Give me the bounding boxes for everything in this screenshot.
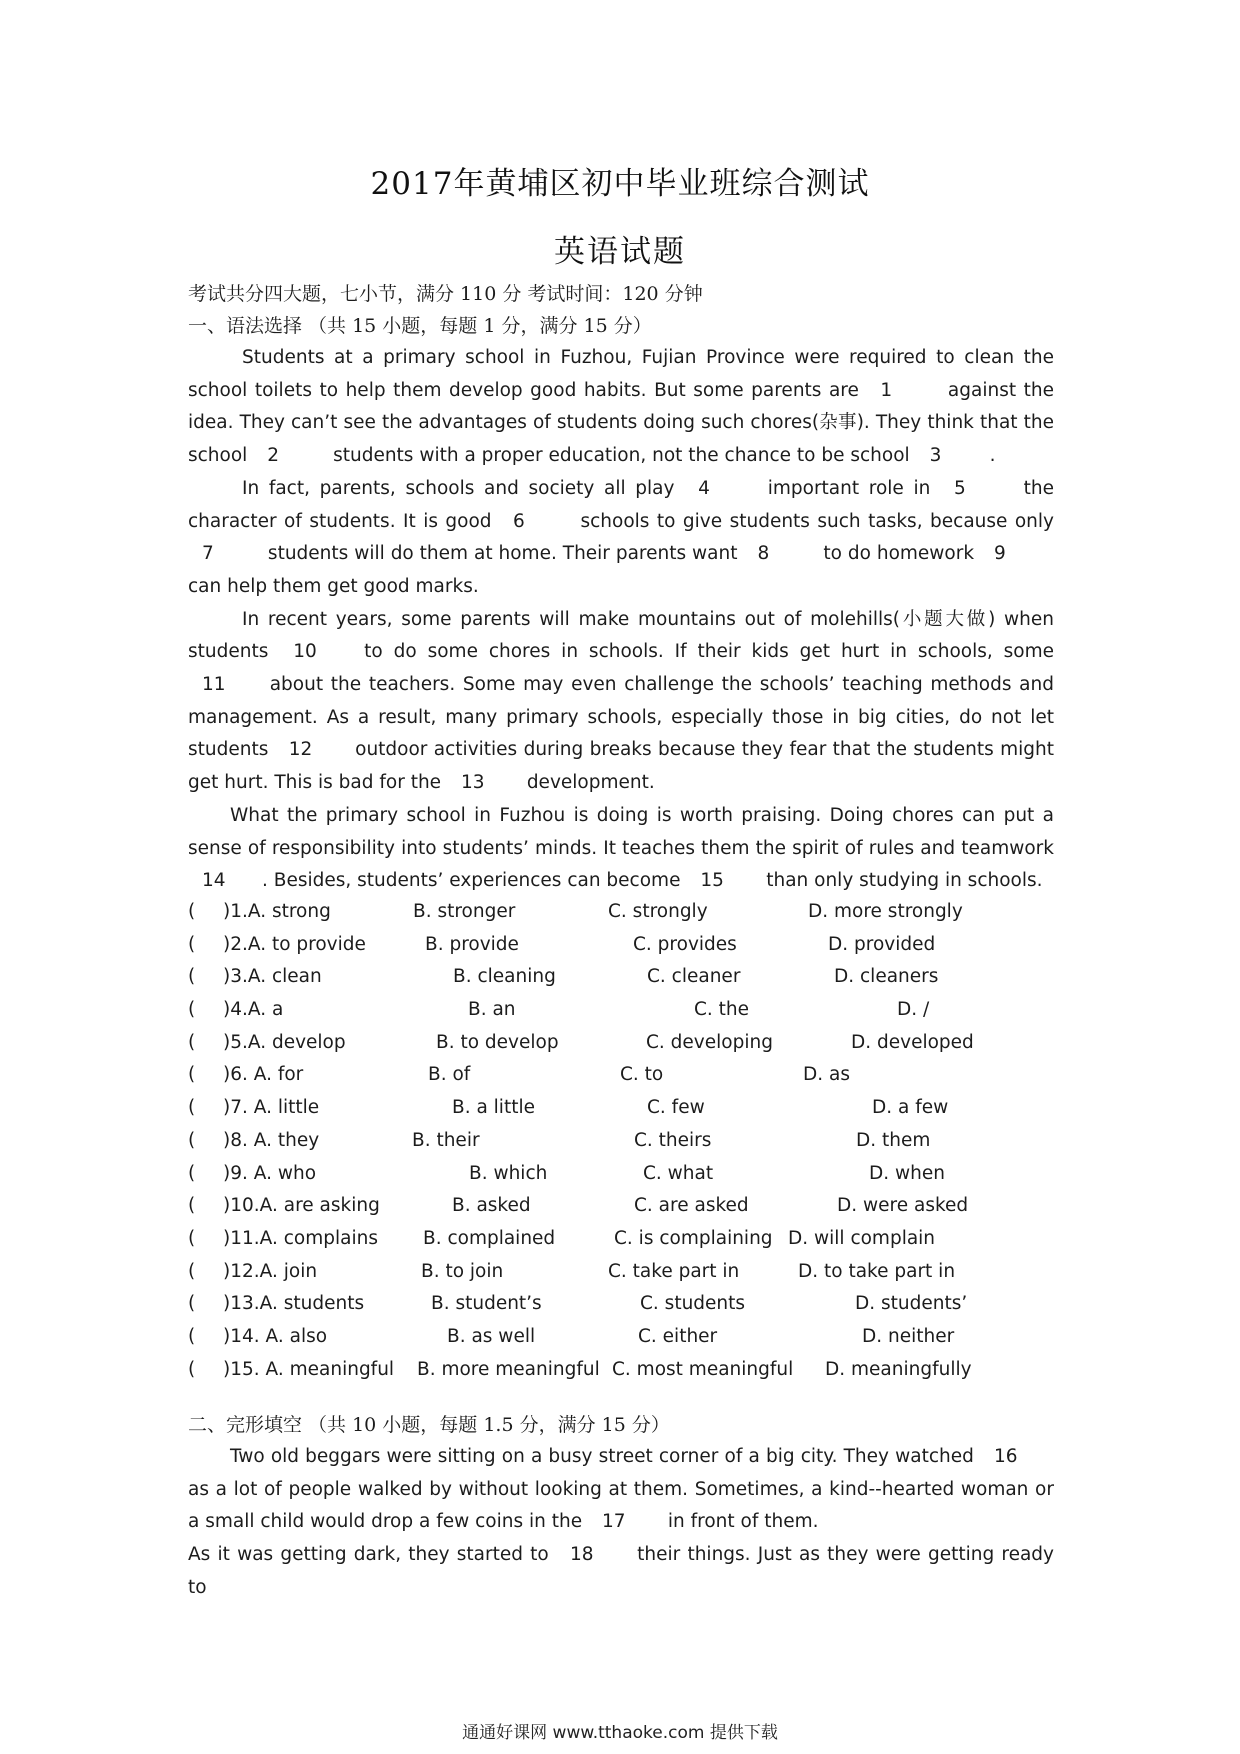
passage-text: In recent years, some parents will make mountains out of molehills(小题大做) when students — [188, 608, 1054, 663]
option-a: )8. A. they — [223, 1129, 320, 1151]
option-a: )10.A. are asking — [223, 1195, 380, 1217]
blank-number: 2 — [267, 445, 279, 467]
option-d: D. a few — [872, 1097, 949, 1119]
blank-number: 13 — [460, 772, 485, 794]
option-c: C. what — [643, 1162, 714, 1184]
option-d: D. neither — [862, 1325, 955, 1347]
answer-paren: ( — [188, 1031, 196, 1053]
option-b: B. stronger — [413, 901, 516, 922]
section1-passage — [188, 342, 1054, 898]
option-b: B. asked — [452, 1195, 531, 1217]
answer-paren: ( — [188, 1325, 196, 1347]
blank-number: 8 — [757, 543, 770, 565]
passage-text: What the primary school in Fuzhou is doing is worth praising. Doing chores can put a sense of responsibility into students’ minds. It teaches them the spirit of rules and teamwork — [188, 804, 1054, 859]
question-row — [188, 1354, 1068, 1387]
exam-title: 2017年黄埔区初中毕业班综合测试 — [370, 166, 870, 202]
passage-text: about the teachers. Some may even challenge the schools’ teaching methods and management. As a result, many primary schools, especially those in big cities, do not let students — [188, 674, 1054, 761]
answer-paren: ( — [188, 999, 196, 1021]
passage-paragraph — [188, 800, 1054, 898]
option-c: C. theirs — [634, 1129, 712, 1151]
option-c: C. take part in — [608, 1260, 740, 1282]
question-row — [188, 1059, 1068, 1092]
passage-text: In fact, parents, schools and society all play — [242, 477, 685, 499]
blank-number: 11 — [202, 674, 226, 696]
question-row — [188, 1223, 1068, 1256]
passage-paragraph — [188, 342, 1054, 473]
option-b: B. an — [468, 999, 516, 1021]
answer-paren: ( — [188, 1162, 196, 1184]
option-b: B. student’s — [431, 1293, 542, 1315]
blank-number: 3 — [929, 445, 942, 467]
option-a: )13.A. students — [223, 1293, 365, 1315]
passage-text: important role in — [758, 477, 940, 499]
option-d: D. provided — [828, 933, 936, 955]
answer-paren: ( — [188, 1293, 196, 1315]
blank-number: 14 — [202, 870, 226, 892]
option-a: )12.A. join — [223, 1260, 318, 1282]
option-c: C. cleaner — [647, 966, 741, 988]
answer-paren: ( — [188, 966, 196, 988]
blank-number: 5 — [953, 477, 966, 499]
passage-text: . — [989, 445, 996, 467]
option-a: )5.A. develop — [223, 1031, 346, 1053]
answer-paren: ( — [188, 1195, 196, 1217]
option-c: C. developing — [646, 1031, 773, 1053]
option-a: )3.A. clean — [223, 966, 322, 988]
answer-paren: ( — [188, 933, 196, 955]
option-a: )6. A. for — [223, 1064, 304, 1086]
option-d: D. more strongly — [808, 901, 963, 922]
option-d: D. / — [897, 999, 930, 1021]
option-c: C. strongly — [608, 901, 708, 922]
passage-paragraph — [188, 604, 1054, 800]
question-row — [188, 896, 1068, 929]
answer-paren: ( — [188, 1064, 196, 1086]
passage-text: the character of students. It is good — [188, 477, 1054, 532]
blank-number: 17 — [601, 1511, 626, 1533]
option-c: C. few — [647, 1097, 705, 1119]
option-d: D. when — [869, 1162, 945, 1184]
passage-text: students will do them at home. Their parents want — [262, 543, 744, 565]
blank-number: 18 — [569, 1544, 594, 1566]
passage-text: their things. Just as they were getting ready to — [188, 1544, 1055, 1598]
option-a: )15. A. meaningful — [223, 1358, 395, 1380]
section1-heading: 一、语法选择 （共 15 小题，每题 1 分，满分 15 分） — [188, 315, 652, 337]
passage-text: development. — [520, 772, 655, 794]
option-a: )14. A. also — [223, 1325, 328, 1347]
option-a: )2.A. to provide — [223, 933, 366, 955]
option-c: C. is complaining — [614, 1227, 773, 1249]
passage-text: Two old beggars were sitting on a busy street corner of a big city. They watched — [230, 1446, 980, 1467]
option-c: C. most meaningful — [612, 1358, 794, 1380]
option-a: )4.A. a — [223, 999, 284, 1021]
passage-text: than only studying in schools. — [760, 870, 1043, 892]
option-a: )7. A. little — [223, 1097, 320, 1119]
option-c: C. either — [638, 1325, 718, 1347]
option-b: B. a little — [452, 1097, 535, 1119]
question-row — [188, 961, 1068, 994]
passage-text: against the idea. They can’t see the advantages of students doing such chores(杂事). They think that the school — [188, 379, 1054, 467]
option-d: D. cleaners — [834, 966, 939, 988]
option-c: C. students — [640, 1293, 746, 1315]
option-b: B. provide — [425, 933, 519, 955]
answer-paren: ( — [188, 1129, 196, 1151]
option-d: D. will complain — [788, 1227, 936, 1249]
option-b: B. cleaning — [453, 966, 556, 988]
option-b: B. their — [412, 1129, 480, 1151]
option-d: D. developed — [851, 1031, 974, 1053]
passage-text: outdoor activities during breaks because they fear that the students might get hurt. This is bad for the — [188, 739, 1054, 794]
passage-text: students with a proper education, not the chance to be school — [327, 445, 916, 467]
answer-paren: ( — [188, 1097, 196, 1119]
question-row — [188, 1092, 1068, 1125]
exam-subtitle: 英语试题 — [554, 234, 686, 270]
option-d: D. were asked — [837, 1195, 969, 1217]
option-d: D. as — [803, 1064, 850, 1086]
section2-passage — [188, 1441, 1054, 1605]
blank-number: 7 — [202, 543, 214, 565]
passage-text: to do homework — [817, 543, 980, 565]
option-a: )9. A. who — [223, 1162, 317, 1184]
blank-number: 6 — [513, 510, 525, 532]
option-a: )1.A. strong — [223, 901, 331, 922]
passage-text: in front of them. — [661, 1511, 819, 1533]
option-b: B. complained — [423, 1227, 556, 1249]
exam-info: 考试共分四大题，七小节，满分 110 分 考试时间：120 分钟 — [188, 283, 703, 305]
page-footer: 通通好课网 www.tthaoke.com 提供下载 — [462, 1723, 778, 1743]
question-row — [188, 1158, 1068, 1191]
passage-paragraph — [188, 1539, 1054, 1604]
answer-paren: ( — [188, 1227, 196, 1249]
answer-paren: ( — [188, 1358, 196, 1380]
option-d: D. them — [856, 1129, 931, 1151]
blank-number: 10 — [293, 641, 317, 663]
passage-text: as a lot of people walked by without looking at them. Sometimes, a kind--hearted woman or a small child would drop a few coins in the — [188, 1478, 1054, 1533]
option-b: B. to develop — [436, 1031, 559, 1053]
option-c: C. the — [694, 999, 750, 1021]
question-row — [188, 994, 1068, 1027]
blank-number: 15 — [700, 870, 724, 892]
question-row — [188, 1125, 1068, 1158]
question-row — [188, 1256, 1068, 1289]
passage-text: schools to give students such tasks, because only — [573, 510, 1054, 532]
question-row — [188, 1190, 1068, 1223]
question-row — [188, 929, 1068, 962]
option-a: )11.A. complains — [223, 1227, 378, 1249]
question-row — [188, 1027, 1068, 1060]
option-b: B. as well — [447, 1325, 536, 1347]
passage-text: Students at a primary school in Fuzhou, Fujian Province were required to clean the school toilets to help them develop good habits. But some parents are — [188, 347, 1054, 401]
passage-text: As it was getting dark, they started to — [188, 1544, 556, 1566]
blank-number: 16 — [994, 1446, 1018, 1467]
answer-paren: ( — [188, 1260, 196, 1282]
option-c: C. to — [620, 1064, 664, 1086]
option-d: D. meaningfully — [825, 1358, 972, 1380]
blank-number: 4 — [698, 477, 710, 499]
option-b: B. of — [428, 1064, 471, 1086]
answer-paren: ( — [188, 901, 196, 922]
option-b: B. which — [469, 1162, 548, 1184]
option-b: B. more meaningful — [417, 1358, 600, 1380]
passage-text: . Besides, students’ experiences can become — [262, 870, 687, 892]
option-b: B. to join — [421, 1260, 504, 1282]
blank-number: 1 — [880, 379, 893, 401]
question-row — [188, 1288, 1068, 1321]
section1-questions — [188, 896, 1068, 1386]
passage-text: to do some chores in schools. If their kids get hurt in schools, some — [353, 641, 1054, 663]
option-c: C. provides — [633, 933, 737, 955]
blank-number: 12 — [288, 739, 313, 761]
passage-paragraph — [188, 1441, 1054, 1539]
option-d: D. to take part in — [798, 1260, 956, 1282]
option-c: C. are asked — [634, 1195, 749, 1217]
question-row — [188, 1321, 1068, 1354]
blank-number: 9 — [994, 543, 1006, 565]
passage-text: can help them get good marks. — [188, 575, 479, 597]
passage-paragraph — [188, 473, 1054, 604]
option-d: D. students’ — [855, 1293, 968, 1315]
section2-heading: 二、完形填空 （共 10 小题，每题 1.5 分，满分 15 分） — [188, 1414, 670, 1436]
